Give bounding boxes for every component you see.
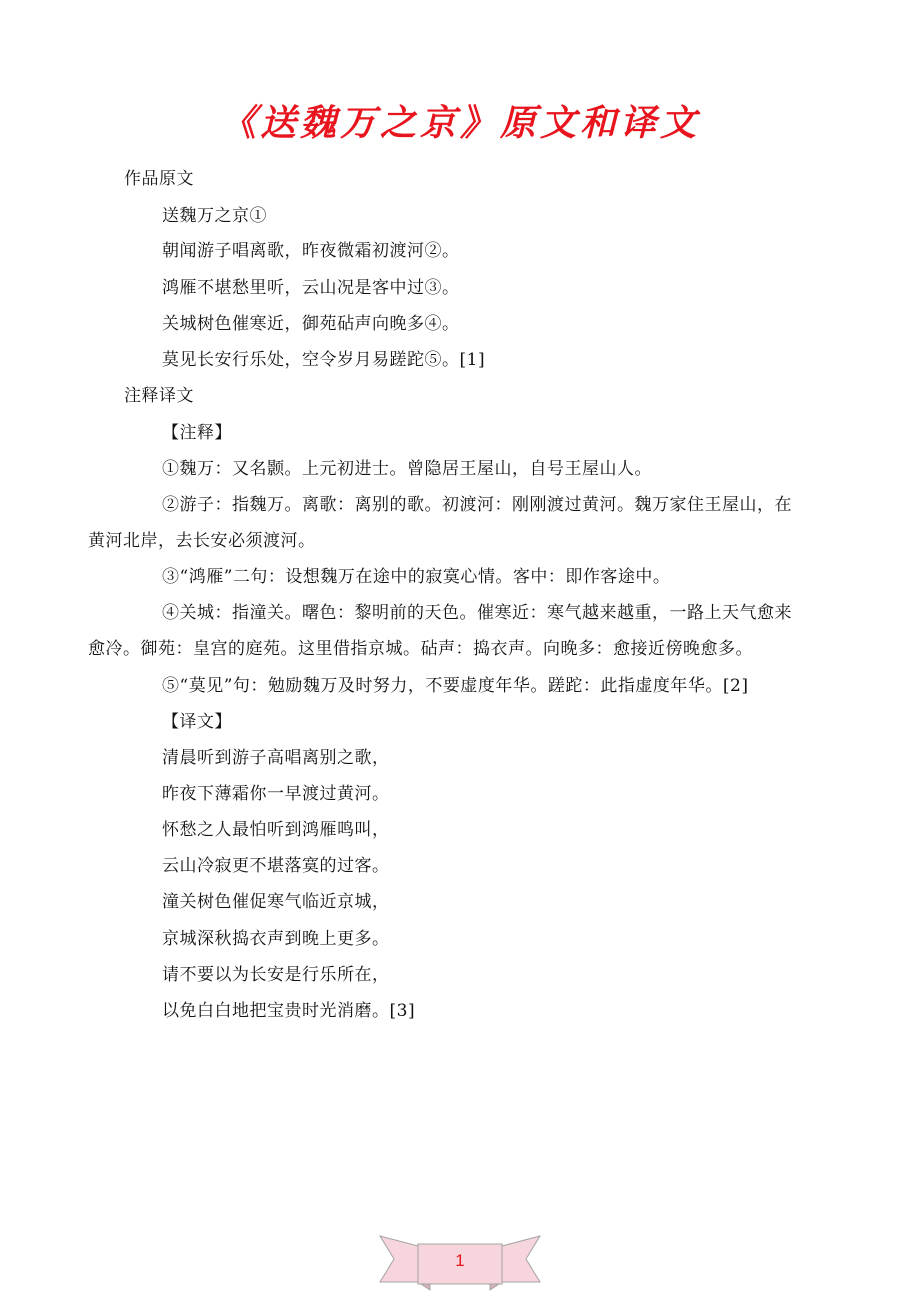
note-line: ⑤“莫见”句：勉励魏万及时努力，不要虚度年华。蹉跎：此指虚度年华。[2] xyxy=(162,676,749,696)
translation-line: 昨夜下薄霜你一早渡过黄河。 xyxy=(162,784,390,804)
translation-line: 京城深秋捣衣声到晚上更多。 xyxy=(162,929,390,949)
section-heading-original: 作品原文 xyxy=(124,169,194,189)
translation-line: 清晨听到游子高唱离别之歌， xyxy=(162,748,390,768)
poem-line: 朝闻游子唱离歌，昨夜微霜初渡河②。 xyxy=(162,241,460,261)
translation-line: 怀愁之人最怕听到鸿雁鸣叫， xyxy=(162,820,390,840)
notes-label: 【注释】 xyxy=(162,423,232,443)
page-title: 《送魏万之京》原文和译文 xyxy=(219,102,700,144)
translation-line: 以免白白地把宝贵时光消磨。[3] xyxy=(162,1001,416,1021)
note-line: ②游子：指魏万。离歌：离别的歌。初渡河：刚刚渡过黄河。魏万家住王屋山，在 xyxy=(162,495,792,515)
note-line: ④关城：指潼关。曙色：黎明前的天色。催寒近：寒气越来越重，一路上天气愈来 xyxy=(162,603,792,623)
translation-line: 潼关树色催促寒气临近京城， xyxy=(162,892,390,912)
translation-line: 请不要以为长安是行乐所在， xyxy=(162,965,390,985)
poem-title: 送魏万之京① xyxy=(162,206,267,226)
page-footer xyxy=(378,1232,542,1294)
translation-line: 云山冷寂更不堪落寞的过客。 xyxy=(162,856,390,876)
note-line: 黄河北岸，去长安必须渡河。 xyxy=(88,531,316,551)
translation-label: 【译文】 xyxy=(162,712,232,732)
poem-line: 关城树色催寒近，御苑砧声向晚多④。 xyxy=(162,314,460,334)
poem-line: 莫见长安行乐处，空令岁月易蹉跎⑤。[1] xyxy=(162,350,486,370)
section-heading-notes: 注释译文 xyxy=(124,386,194,406)
note-line: 愈冷。御苑：皇宫的庭苑。这里借指京城。砧声：捣衣声。向晚多：愈接近傍晚愈多。 xyxy=(88,639,753,659)
page-number: 1 xyxy=(455,1251,465,1270)
poem-line: 鸿雁不堪愁里听，云山况是客中过③。 xyxy=(162,278,460,298)
note-line: ①魏万：又名颢。上元初进士。曾隐居王屋山，自号王屋山人。 xyxy=(162,459,652,479)
note-line: ③“鸿雁”二句：设想魏万在途中的寂寞心情。客中：即作客途中。 xyxy=(162,567,671,587)
